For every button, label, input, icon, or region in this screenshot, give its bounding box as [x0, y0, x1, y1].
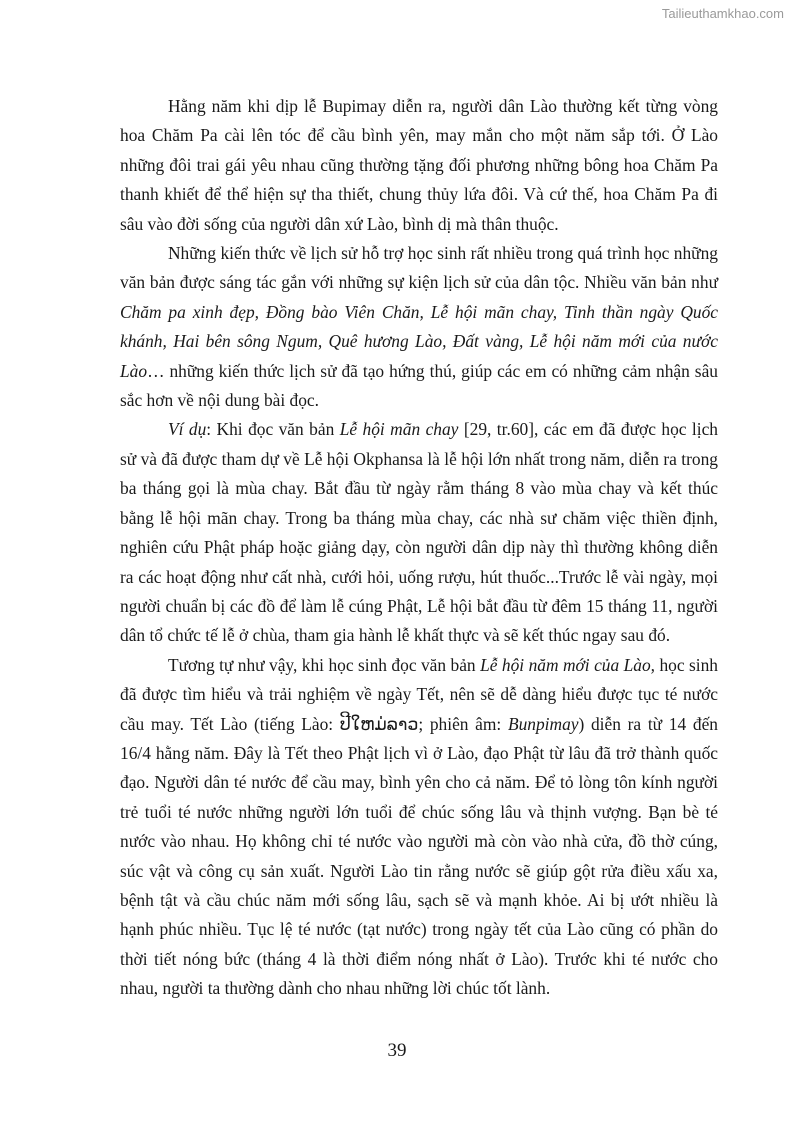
paragraph-new-year: [120, 651, 718, 1004]
text-run-italic: Bunpimay: [507, 713, 579, 734]
text-run-italic: Lễ hội mãn chay: [339, 419, 459, 440]
text-run-italic: Ví dụ: [168, 419, 207, 440]
document-body: [120, 92, 718, 1004]
paragraph-history-knowledge: [120, 239, 718, 415]
text-run: ) diễn ra từ 14 đến 16/4 hằng năm. Đây là Tết theo Phật lịch vì ở Lào, đạo Phật từ lâu đã trở thành quốc đạo. Người dân té nước để cầu may, bình yên cho cả năm. Để tỏ lòng tôn kính người trẻ tuổi té nước những người lớn tuổi để chúc sống lâu và thịnh vượng. Bạn bè té nước vào nhau. Họ không chỉ té nước vào người mà còn vào nhà cửa, đồ thờ cúng, súc vật và công cụ sản xuất. Người Lào tin rằng nước sẽ giúp gột rửa điều xấu xa, bệnh tật và cầu chúc năm mới sống lâu, sạch sẽ và mạnh khỏe. Ai bị ướt nhiều là hạnh phúc nhiều. Tục lệ té nước (tạt nước) trong ngày tết của Lào cũng có phần do thời tiết nóng bức (tháng 4 là thời điểm nóng nhất ở Lào). Trước khi té nước cho nhau, người ta thường dành cho nhau những lời chúc tốt lành.: [120, 713, 718, 999]
text-run: Hằng năm khi dịp lễ Bupimay diễn ra, người dân Lào thường kết từng vòng hoa Chăm Pa cài lên tóc để cầu bình yên, may mắn cho một năm sắp tới. Ở Lào những đôi trai gái yêu nhau cũng thường tặng đối phương những bông hoa Chăm Pa thanh khiết để thể hiện sự tha thiết, chung thủy lứa đôi. Và cứ thế, hoa Chăm Pa đi sâu vào đời sống của người dân xứ Lào, bình dị mà thân thuộc.: [120, 96, 718, 234]
paragraph-example-okphansa: [120, 415, 718, 650]
text-run-italic: Chăm pa xinh đẹp, Đồng bào Viên Chăn, Lễ hội mãn chay, Tinh thần ngày Quốc khánh, Hai bên sông Ngum, Quê hương Lào, Đất vàng, Lễ hội năm mới của nước Lào: [120, 301, 718, 381]
text-run-italic: Lễ hội năm mới của Lào,: [480, 654, 656, 675]
paragraph-bupimay: [120, 92, 718, 239]
text-run: [29, tr.60], các em đã được học lịch sử và đã được tham dự về Lễ hội Okphansa là lễ hội lớn nhất trong năm, diễn ra trong ba tháng gọi là mùa chay. Bắt đầu từ ngày rằm tháng 8 vào mùa chay và kết thúc bằng lễ hội mãn chay. Trong ba tháng mùa chay, các nhà sư chăm việc thiền định, nghiên cứu Phật pháp hoặc giảng dạy, còn người dân dịp này thì thường không diễn ra các hoạt động như cất nhà, cưới hỏi, uống rượu, hút thuốc...Trước lễ vài ngày, mọi người chuẩn bị các đồ để làm lễ cúng Phật, Lễ hội bắt đầu từ đêm 15 tháng 11, người dân tổ chức tế lễ ở chùa, tham gia hành lễ khất thực và sẽ kết thúc ngay sau đó.: [120, 419, 718, 646]
text-run: Tương tự như vậy, khi học sinh đọc văn bản: [168, 654, 481, 675]
page-number: 39: [387, 1040, 407, 1061]
watermark-text: Tailieuthamkhao.com: [661, 6, 784, 21]
text-run: học sinh đã được tìm hiểu và trải nghiệm về ngày Tết, nên sẽ dễ dàng hiểu được tục té nước cầu may. Tết Lào (tiếng Lào: ປີໃຫມ່ລາວ; phiên âm:: [120, 654, 719, 734]
text-run: : Khi đọc văn bản: [206, 419, 340, 440]
text-run: Những kiến thức về lịch sử hỗ trợ học sinh rất nhiều trong quá trình học những văn bản được sáng tác gắn với những sự kiện lịch sử của dân tộc. Nhiều văn bản như: [120, 243, 718, 293]
text-run: … những kiến thức lịch sử đã tạo hứng thú, giúp các em có những cảm nhận sâu sắc hơn về nội dung bài đọc.: [120, 360, 718, 411]
